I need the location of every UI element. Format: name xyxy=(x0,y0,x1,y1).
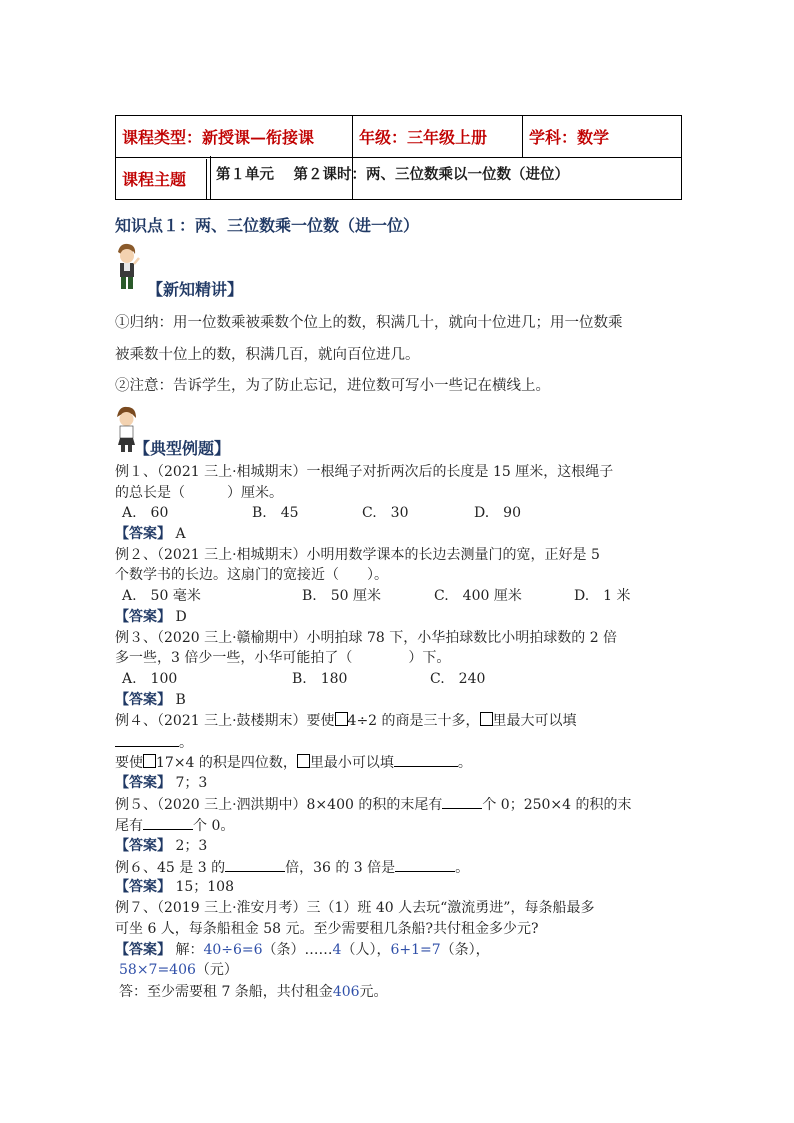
ex4-text-b: 4÷2 的商是三十多， xyxy=(347,713,480,729)
answer-value: 7；3 xyxy=(175,775,208,791)
solution-unit: （元） xyxy=(195,962,238,978)
example-5-answer xyxy=(115,836,207,856)
example-4-question-line-2 xyxy=(115,732,193,753)
answer-tag: 【答案】 xyxy=(115,879,171,895)
answer-tag: 【答案】 xyxy=(115,942,171,958)
ex4-text-d: 。 xyxy=(179,735,193,751)
blank-box xyxy=(480,712,493,726)
answer-tag: 【答案】 xyxy=(115,692,171,708)
answer-tag: 【答案】 xyxy=(115,609,171,625)
answer-blank xyxy=(115,732,179,747)
blank-box xyxy=(335,712,348,726)
solution-expr-3: 58×7=406 xyxy=(119,962,196,978)
course-type-cell: 课程类型：新授课—衔接课 xyxy=(116,116,353,158)
option-c: C. 30 xyxy=(362,505,409,521)
example-1-question-line-1: 例１、（2021 三上·相城期末）一根绳子对折两次后的长度是 15 厘米，这根绳子 xyxy=(115,464,614,480)
solution-remainder: 4 xyxy=(332,942,342,958)
answer-blank xyxy=(143,815,193,830)
option-d: D. 1 米 xyxy=(574,588,631,604)
note-line: ②注意：告诉学生，为了防止忘记，进位数可写小一些记在横线上。 xyxy=(115,378,550,394)
course-theme-text: 第１单元 第２课时：两、三位数乘以一位数（进位） xyxy=(216,166,570,183)
solution-prefix: 解： xyxy=(175,942,204,958)
conclusion-total: 406 xyxy=(332,984,360,1000)
conclusion-text-b: 元。 xyxy=(359,984,388,1000)
ex4-text-h: 。 xyxy=(457,755,472,771)
example-1-options xyxy=(122,503,521,523)
new-knowledge-label: 【新知精讲】 xyxy=(147,280,244,299)
ex5-text-d: 个 0。 xyxy=(193,818,235,834)
example-2-answer xyxy=(115,607,187,627)
ex4-text-g: 里最小可以填 xyxy=(309,755,394,771)
example-3-question-line-2: 多一些，3 倍少一些，小华可能拍了（ ）下。 xyxy=(115,650,451,666)
solution-text-1: （条）…… xyxy=(262,942,333,958)
example-6-answer xyxy=(115,877,234,897)
ex4-text-c: 里最大可以填 xyxy=(492,713,577,729)
ex5-text-b: 个 0；250×4 的积的末 xyxy=(482,797,632,813)
answer-value: D xyxy=(175,609,187,625)
summary-line-2: 被乘数十位上的数，积满几百，就向百位进几。 xyxy=(115,347,420,363)
example-2-question-line-1: 例２、（2021 三上·相城期末）小明用数学课本的长边去测量门的宽，正好是 5 xyxy=(115,547,600,563)
answer-tag: 【答案】 xyxy=(115,838,171,854)
option-b: B. 45 xyxy=(252,505,299,521)
example-1-question-line-2: 的总长是（ ）厘米。 xyxy=(115,485,283,501)
solution-text-3: （条）， xyxy=(440,942,490,958)
option-b: B. 50 厘米 xyxy=(302,588,382,604)
ex4-text-a: 例４、（2021 三上·鼓楼期末）要使 xyxy=(115,713,335,729)
theme-cell-cover xyxy=(210,156,211,199)
example-7-question-line-2: 可坐 6 人，每条船租金 58 元。至少需要租几条船?共付租金多少元? xyxy=(115,921,539,937)
example-4-answer xyxy=(115,773,207,793)
ex5-text-a: 例５、（2020 三上·泗洪期中）8×400 的积的末尾有 xyxy=(115,797,443,813)
example-3-options xyxy=(122,669,485,689)
option-d: D. 90 xyxy=(474,505,521,521)
ex6-text-a: 例６、45 是 3 的 xyxy=(115,860,226,876)
example-1-answer xyxy=(115,524,186,544)
ex6-text-c: 。 xyxy=(455,860,470,876)
solution-expr-2: 6+1=7 xyxy=(390,942,441,958)
solution-expr-1: 40÷6=6 xyxy=(203,942,263,958)
teacher-boy-icon xyxy=(112,242,140,292)
answer-tag: 【答案】 xyxy=(115,775,171,791)
example-7-solution-line-2 xyxy=(119,960,238,980)
example-2-options xyxy=(122,586,631,606)
ex5-text-c: 尾有 xyxy=(115,818,143,834)
option-a: A. 60 xyxy=(122,505,169,521)
answer-blank xyxy=(395,857,455,872)
typical-examples-label: 【典型例题】 xyxy=(134,439,231,458)
example-7-answer xyxy=(115,940,490,960)
example-4-question-line-3 xyxy=(115,752,472,773)
option-c: C. 400 厘米 xyxy=(434,588,522,604)
knowledge-point-title: 知识点１：两、三位数乘一位数（进一位） xyxy=(115,216,420,235)
summary-line-1: ①归纳：用一位数乘被乘数个位上的数，积满几十，就向十位进几；用一位数乘 xyxy=(115,315,623,331)
example-3-question-line-1: 例３、（2020 三上·赣榆期中）小明拍球 78 下，小华拍球数比小明拍球数的 2 倍 xyxy=(115,630,618,646)
answer-value: A xyxy=(175,526,186,542)
example-7-conclusion xyxy=(119,982,388,1002)
answer-value: B xyxy=(175,692,186,708)
answer-blank xyxy=(442,794,482,809)
option-a: A. 100 xyxy=(122,671,178,687)
option-a: A. 50 毫米 xyxy=(122,588,201,604)
ex4-text-f: 17×4 的积是四位数， xyxy=(156,755,297,771)
example-7-question-line-1: 例７、（2019 三上·淮安月考）三（1）班 40 人去玩“激流勇进”，每条船最多 xyxy=(115,900,595,916)
ex4-text-e: 要使 xyxy=(115,755,143,771)
subject-cell: 学科：数学 xyxy=(523,116,682,158)
course-info-table xyxy=(115,115,682,200)
option-c: C. 240 xyxy=(430,671,486,687)
answer-blank xyxy=(225,857,285,872)
answer-tag: 【答案】 xyxy=(115,526,171,542)
answer-blank xyxy=(394,752,458,767)
conclusion-text-a: 答：至少需要租 7 条船，共付租金 xyxy=(119,984,333,1000)
example-2-question-line-2: 个数学书的长边。这扇门的宽接近（ ）。 xyxy=(115,567,388,583)
grade-cell: 年级：三年级上册 xyxy=(353,116,523,158)
example-5-question-line-2 xyxy=(115,815,234,836)
blank-box xyxy=(297,754,310,768)
answer-value: 15；108 xyxy=(175,879,234,895)
example-6-question xyxy=(115,857,469,878)
example-3-answer xyxy=(115,690,186,710)
course-theme-label-text: 课程主题 xyxy=(116,159,207,199)
blank-box xyxy=(143,754,156,768)
solution-text-2: （人）， xyxy=(341,942,391,958)
example-5-question-line-1 xyxy=(115,794,632,815)
answer-value: 2；3 xyxy=(175,838,208,854)
example-4-question-line-1 xyxy=(115,711,577,731)
ex6-text-b: 倍，36 的 3 倍是 xyxy=(285,860,396,876)
option-b: B. 180 xyxy=(292,671,348,687)
